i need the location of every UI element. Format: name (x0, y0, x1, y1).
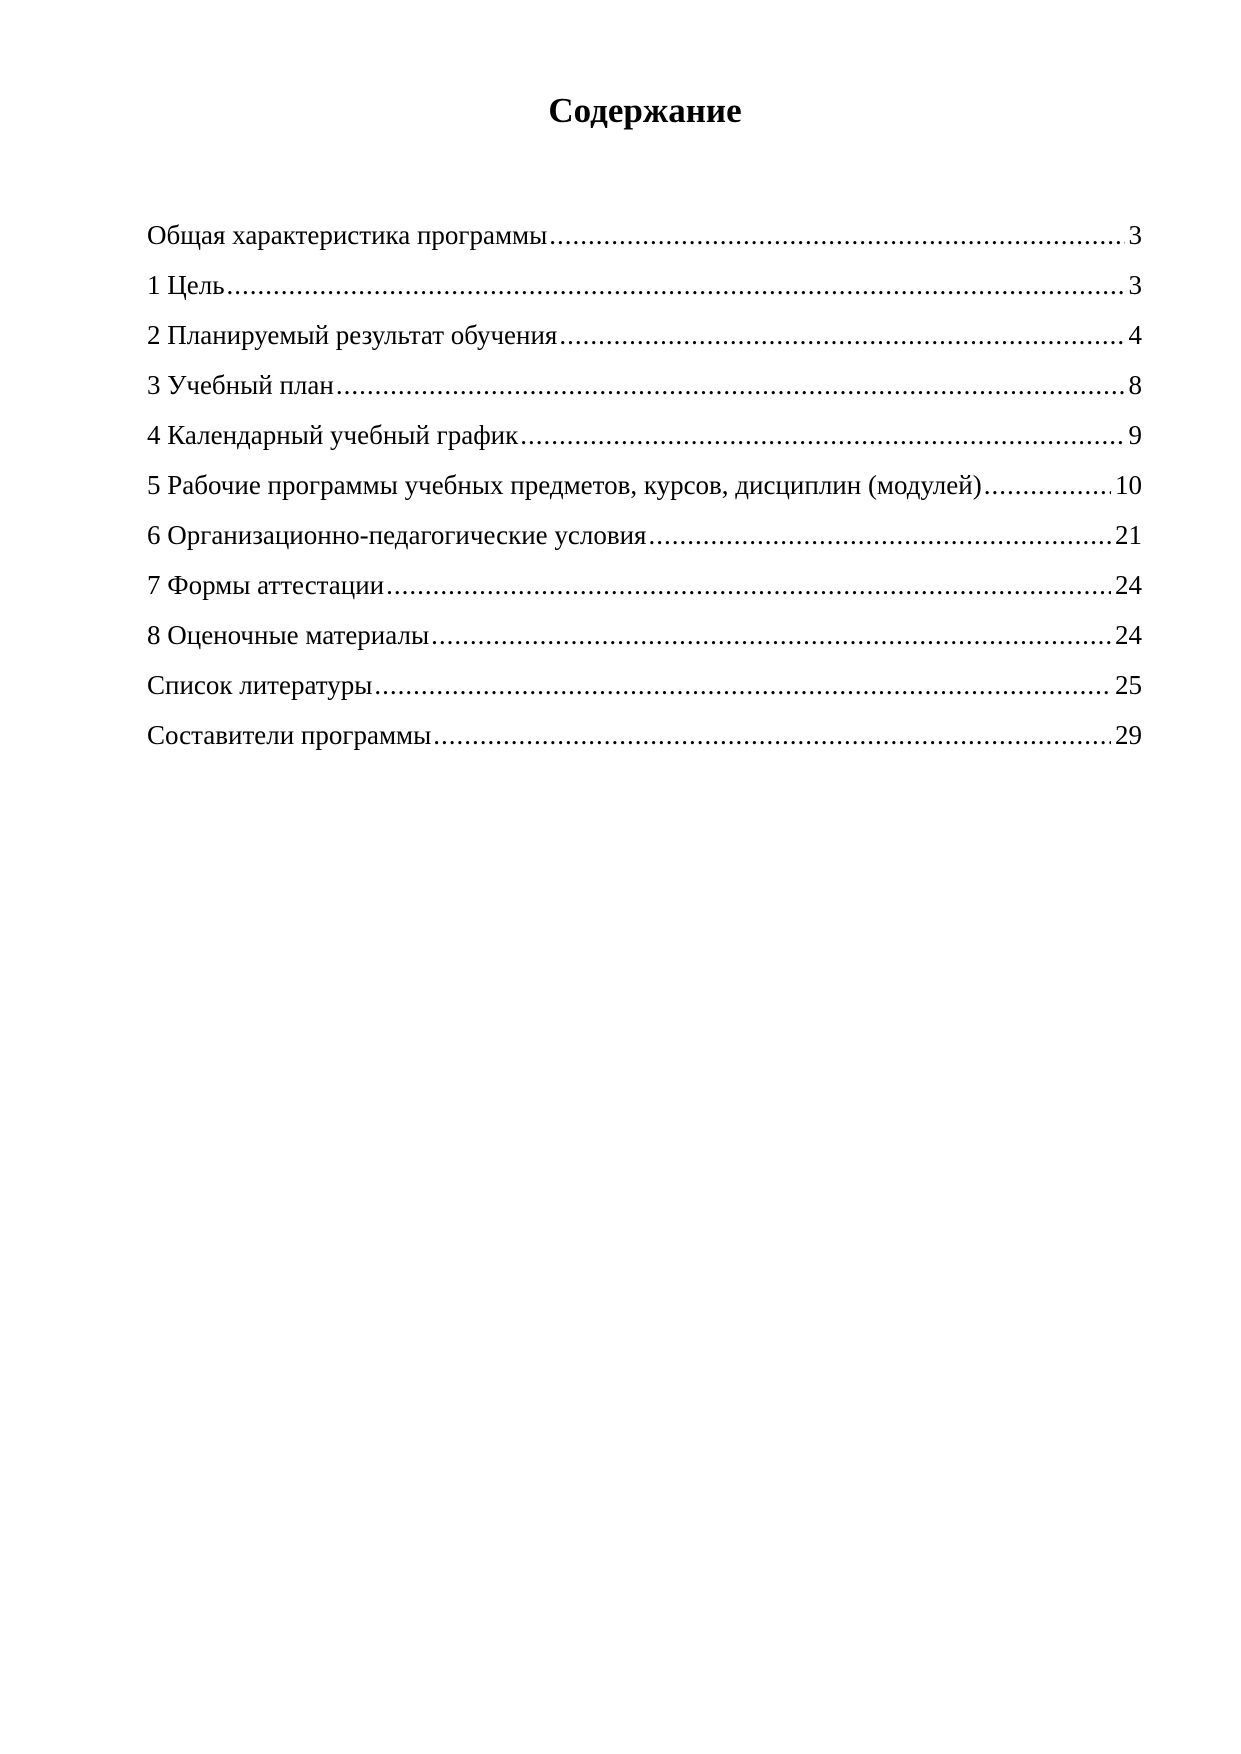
toc-entry-label: 5 Рабочие программы учебных предметов, курсов, дисциплин (модулей) (147, 470, 982, 500)
toc-entry-page: 3 (1128, 220, 1142, 250)
page-title: Содержание (548, 91, 742, 130)
toc-entry-label: 2 Планируемый результат обучения (147, 320, 558, 350)
toc-entry-page: 24 (1115, 570, 1142, 600)
toc-dot-leader (984, 460, 1111, 510)
toc-entry-page: 4 (1128, 320, 1142, 350)
toc-entry[interactable] (147, 560, 1142, 610)
toc-entry[interactable] (147, 610, 1142, 660)
toc-entry[interactable] (147, 360, 1142, 410)
toc-entry-label: Составители программы (147, 720, 432, 750)
toc-entry-page: 24 (1115, 620, 1142, 650)
toc-entry-page: 3 (1128, 270, 1142, 300)
toc-dot-leader (336, 360, 1125, 410)
toc-entry-label: 7 Формы аттестации (147, 570, 385, 600)
toc-entry-page: 8 (1128, 370, 1142, 400)
toc-entry-label: 4 Календарный учебный график (147, 420, 519, 450)
toc-entry-page: 25 (1115, 670, 1142, 700)
toc-entry-label: Общая характеристика программы (147, 220, 548, 250)
toc-dot-leader (431, 610, 1111, 660)
toc-entry[interactable] (147, 410, 1142, 460)
toc-entry-label: 3 Учебный план (147, 370, 334, 400)
toc-entry-page: 9 (1128, 420, 1142, 450)
toc-entry[interactable] (147, 510, 1142, 560)
toc-entry-page: 21 (1115, 520, 1142, 550)
toc-dot-leader (374, 660, 1111, 710)
toc-entry[interactable] (147, 310, 1142, 360)
toc-entry-page: 29 (1115, 720, 1142, 750)
toc-dot-leader (433, 710, 1111, 760)
toc-entry[interactable] (147, 460, 1142, 510)
toc-dot-leader (227, 260, 1125, 310)
toc-entry[interactable] (147, 210, 1142, 260)
table-of-contents (147, 210, 1142, 760)
toc-entry[interactable] (147, 660, 1142, 710)
toc-entry-label: 8 Оценочные материалы (147, 620, 430, 650)
toc-dot-leader (559, 310, 1124, 360)
toc-entry-label: 6 Организационно-педагогические условия (147, 520, 647, 550)
toc-entry-label: 1 Цель (147, 270, 225, 300)
toc-dot-leader (520, 410, 1124, 460)
toc-entry-page: 10 (1115, 470, 1142, 500)
toc-entry-label: Список литературы (147, 670, 373, 700)
toc-entry[interactable] (147, 260, 1142, 310)
toc-dot-leader (549, 210, 1124, 260)
toc-dot-leader (386, 560, 1111, 610)
toc-dot-leader (648, 510, 1111, 560)
toc-entry[interactable] (147, 710, 1142, 760)
